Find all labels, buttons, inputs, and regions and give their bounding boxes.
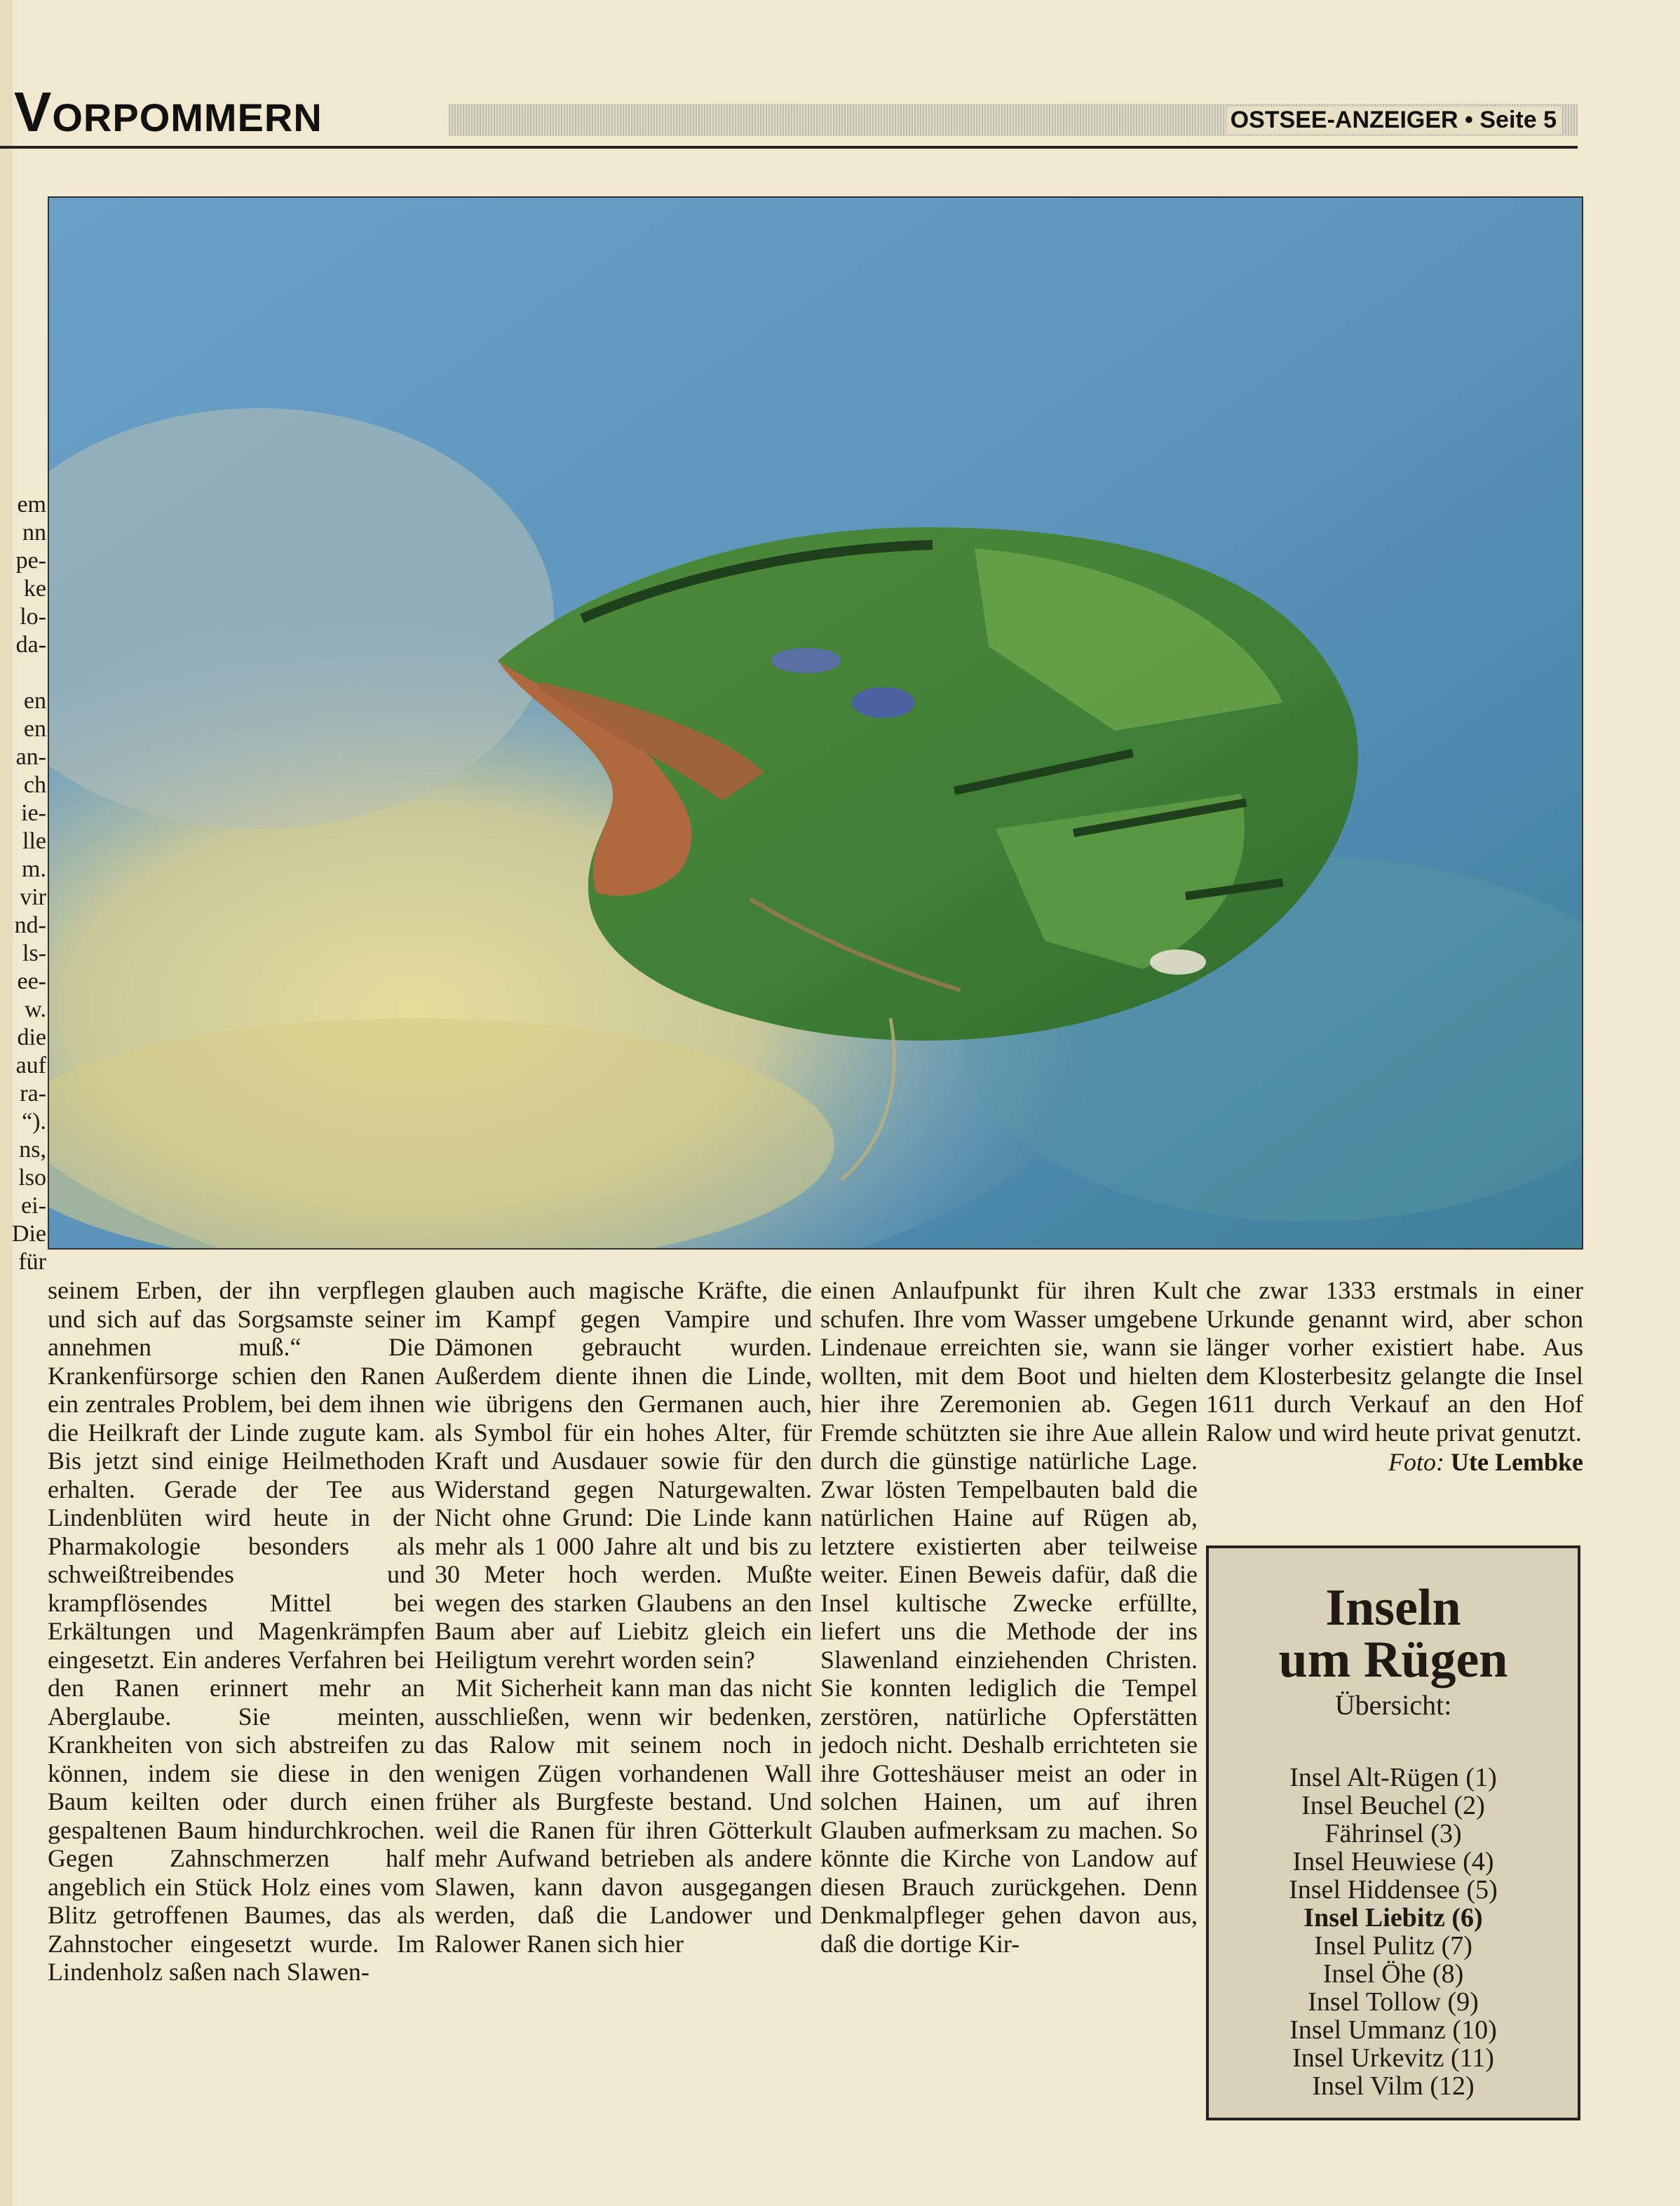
section-kicker-text: Vorpommern bbox=[14, 81, 323, 143]
bleed-fragment: da- bbox=[15, 632, 46, 658]
bleed-fragment: ee- bbox=[17, 968, 46, 994]
island-list-item: Insel Öhe (8) bbox=[1322, 1959, 1464, 1989]
bleed-fragment: an- bbox=[15, 744, 46, 770]
article-col3-text: einen Anlaufpunkt für ihren Kult schufen. Ihre vom Wasser umgebene Lindenaue erreichten sie, wann sie wollten, mit dem Boot und hielten hier ihre Zeremonien ab. Gegen Fremde schützten sie ihre Aue allein durch die günstige natürliche Lage. Zwar lösten Tempelbauten bald die natürlichen Haine auf Rügen ab, letztere existierten aber teilweise weiter. Einen Beweis dafür, daß die Insel kultische Zwecke erfüllte, liefert uns die Methode der ins Slawenland einziehenden Christen. Sie konnten lediglich die Tempel zerstören, natürliche Opferstätten jedoch nicht. Deshalb errichteten sie ihre Gotteshäuser meist an oder in solchen Hainen, um auf ihren Glauben aufmerksam zu machen. So könnte die Kirche von Landow auf diesen Brauch zurückgehen. Denn Denkmalpfleger gehen davon aus, daß die dortige Kir- bbox=[820, 1276, 1198, 1958]
bleed-fragment: en bbox=[23, 688, 46, 714]
photo-credit bbox=[1206, 1448, 1583, 1477]
island-list-item: Insel Hiddensee (5) bbox=[1289, 1875, 1498, 1904]
info-box-title-line2: um Rügen bbox=[1278, 1631, 1508, 1689]
bleed-fragment: vir bbox=[20, 884, 46, 910]
bleed-fragment: nn bbox=[22, 520, 46, 546]
bleed-fragment: lle bbox=[22, 828, 46, 854]
bleed-fragment: ke bbox=[23, 576, 46, 602]
island-list-item: Fährinsel (3) bbox=[1325, 1819, 1462, 1848]
page-header bbox=[0, 76, 1578, 149]
bleed-fragment: nd- bbox=[14, 912, 46, 938]
island-list bbox=[1209, 1764, 1578, 2100]
island-list-item: Insel Liebitz (6) bbox=[1303, 1903, 1483, 1933]
article-col4-text: che zwar 1333 erstmals in einer Urkunde genannt wird, aber schon länger vorher existiert habe. Aus dem Klosterbesitz gelangte die Insel 1611 durch Verkauf an den Hof Ralow und wird heute privat genutzt. bbox=[1206, 1276, 1583, 1447]
bleed-fragment: pe- bbox=[15, 548, 46, 574]
bleed-fragment: ch bbox=[23, 772, 46, 798]
bleed-fragment: für bbox=[18, 1249, 46, 1275]
island-list-item: Insel Vilm (12) bbox=[1312, 2071, 1475, 2101]
article-col1-text: seinem Erben, der ihn verpflegen und sich auf das Sorgsamste seiner annehmen muß.“ Die Krankenfürsorge schien den Ranen ein zentrales Problem, bei dem ihnen die Heilkraft der Linde zugute kam. Bis jetzt sind einige Heilmethoden erhalten. Gerade der Tee aus Lindenblüten wird heute in der Pharmakologie besonders als schweißtreibendes und krampflösendes Mittel bei Erkältungen und Magenkrämpfen eingesetzt. Ein anderes Verfahren bei den Ranen erinnert mehr an Aberglaube. Sie meinten, Krankheiten von sich abstreifen zu können, indem sie diese in den Baum keilten oder durch einen gespaltenen Baum hindurchkrochen. Gegen Zahnschmerzen half angeblich ein Stück Holz eines vom Blitz getroffenen Baumes, das als Zahnstocher eingesetzt wurde. Im Lindenholz saßen nach Slawen- bbox=[48, 1276, 425, 1986]
island-list-item: Insel Urkevitz (11) bbox=[1292, 2043, 1494, 2073]
photo-credit-label: Foto: bbox=[1388, 1448, 1445, 1476]
bleed-fragment: w. bbox=[25, 996, 46, 1022]
bleed-fragment: ie- bbox=[21, 800, 46, 826]
info-box-islands bbox=[1206, 1545, 1580, 2120]
bleed-fragment: ls- bbox=[22, 940, 46, 966]
info-box-title-line1: Inseln bbox=[1325, 1579, 1461, 1637]
island-list-item: Insel Beuchel (2) bbox=[1301, 1791, 1485, 1820]
article-col2-text-1: glauben auch magische Kräfte, die im Kampf gegen Vampire und Dämonen gebraucht wurden. Außerdem diente ihnen die Linde, wie übrigens den Germanen auch, als Symbol für ein hohes Alter, für Kraft und Ausdauer sowie für den Widerstand gegen Naturgewalten. Nicht ohne Grund: Die Linde kann mehr als 1 000 Jahre alt und bis zu 30 Meter hoch werden. Mußte wegen des starken Glaubens an den Baum aber auf Liebitz gleich ein Heiligtum verehrt worden sein? bbox=[435, 1276, 812, 1674]
island-list-item: Insel Pulitz (7) bbox=[1314, 1931, 1472, 1961]
island-list-item: Insel Alt-Rügen (1) bbox=[1289, 1763, 1497, 1792]
island-list-item: Insel Ummanz (10) bbox=[1289, 2015, 1497, 2045]
info-box-title bbox=[1209, 1579, 1578, 1689]
photo-credit-name: Ute Lembke bbox=[1451, 1448, 1583, 1476]
article-column-4 bbox=[1206, 1276, 1583, 1477]
article-column-2 bbox=[435, 1276, 812, 1958]
newspaper-page-info: OSTSEE-ANZEIGER • Seite 5 bbox=[1226, 107, 1561, 134]
adjacent-article-bleed bbox=[0, 491, 46, 1276]
article-column-3 bbox=[820, 1276, 1198, 1958]
bleed-fragment: ei- bbox=[21, 1193, 46, 1219]
bleed-fragment bbox=[0, 659, 46, 687]
bleed-fragment: “). bbox=[22, 1109, 46, 1135]
island-list-item: Insel Tollow (9) bbox=[1308, 1987, 1479, 2017]
bleed-fragment: die bbox=[17, 1024, 46, 1050]
section-kicker bbox=[14, 80, 323, 144]
bleed-fragment: em bbox=[17, 492, 46, 517]
bleed-fragment: Die bbox=[11, 1221, 46, 1247]
bleed-fragment: auf bbox=[15, 1053, 46, 1078]
article-column-1 bbox=[48, 1276, 425, 1987]
bleed-fragment: m. bbox=[22, 856, 46, 882]
bleed-fragment: en bbox=[23, 716, 46, 742]
bleed-fragment: ns, bbox=[19, 1137, 46, 1163]
info-box-subtitle: Übersicht: bbox=[1334, 1689, 1452, 1721]
aerial-photo-island bbox=[48, 196, 1583, 1250]
bleed-fragment: lso bbox=[18, 1165, 46, 1191]
island-list-item: Insel Heuwiese (4) bbox=[1292, 1847, 1494, 1876]
bleed-fragment: ra- bbox=[20, 1081, 46, 1107]
island-photo-illustration bbox=[49, 198, 1582, 1248]
bleed-fragment: lo- bbox=[20, 604, 46, 630]
article-col2-text-2: Mit Sicherheit kann man das nicht ausschließen, wenn wir bedenken, das Ralow mit seinem noch in wenigen Zügen vorhandenen Wall früher als Burgfeste bestand. Und weil die Ranen für ihren Götterkult mehr Aufwand betrieben als andere Slawen, kann davon ausgegangen werden, daß die Landower und Ralower Ranen sich hier bbox=[435, 1674, 812, 1958]
